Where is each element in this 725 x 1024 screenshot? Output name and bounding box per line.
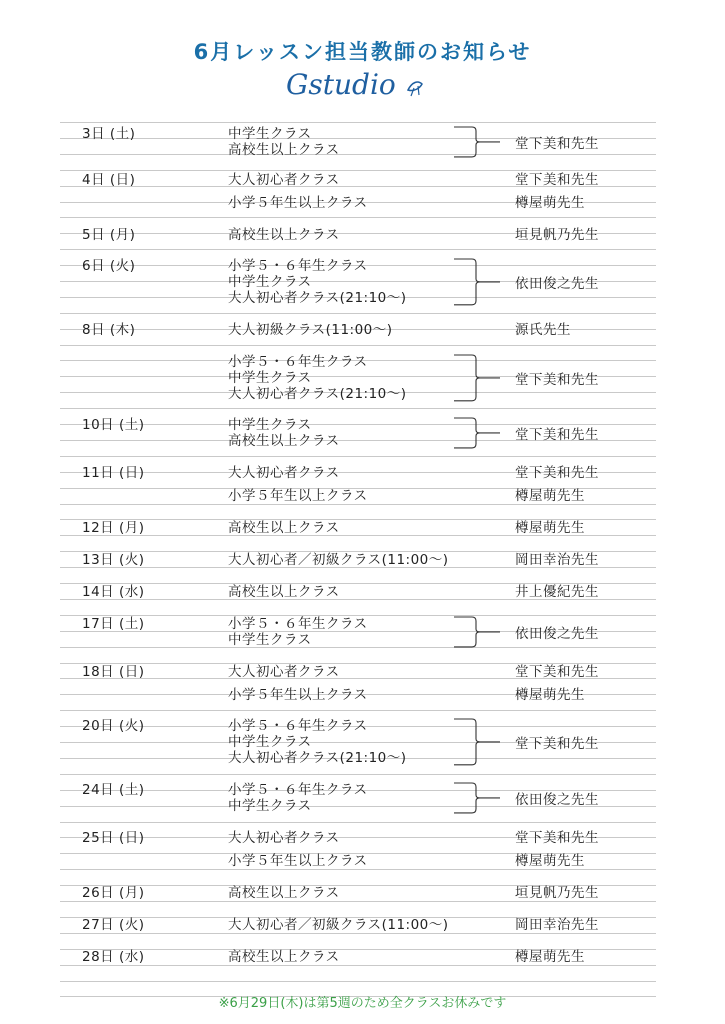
schedule-date: 28日 (水): [82, 949, 145, 965]
teacher-name: 堂下美和先生: [515, 465, 599, 481]
ruled-line: [60, 170, 656, 171]
pointe-shoe-icon: [404, 74, 428, 98]
teacher-name: 垣見帆乃先生: [515, 885, 599, 901]
closure-note: ※6月29日(木)は第5週のため全クラスお休みです: [218, 996, 507, 1011]
ruled-line: [60, 313, 656, 314]
class-name: 高校生以上クラス: [228, 949, 340, 965]
teacher-name: 樽屋萌先生: [515, 853, 585, 869]
teacher-name: 堂下美和先生: [515, 735, 599, 752]
class-name: 大人初心者クラス(21:10～): [228, 385, 407, 402]
teacher-name: 依田俊之先生: [515, 791, 599, 808]
ruled-line: [60, 122, 656, 123]
class-name: 高校生以上クラス: [228, 584, 340, 600]
ruled-line: [60, 647, 656, 648]
ruled-line: [60, 456, 656, 457]
schedule-date: 10日 (土): [82, 417, 145, 433]
schedule-date: 13日 (火): [82, 552, 145, 568]
class-name: 高校生以上クラス: [228, 520, 340, 536]
class-name: 中学生クラス: [228, 417, 312, 433]
ruled-line: [60, 822, 656, 823]
ruled-line: [60, 249, 656, 250]
ruled-line: [60, 981, 656, 982]
schedule-date: 24日 (土): [82, 782, 145, 798]
teacher-name: 岡田幸治先生: [515, 552, 599, 568]
class-name: 小学５年生以上クラス: [228, 488, 368, 504]
schedule-date: 17日 (土): [82, 616, 145, 632]
class-name: 小学５・６年生クラス: [228, 258, 368, 274]
class-name: 中学生クラス: [228, 369, 312, 386]
ruled-line: [60, 345, 656, 346]
schedule-date: 4日 (日): [82, 172, 136, 188]
teacher-name: 依田俊之先生: [515, 275, 599, 292]
teacher-name: 樽屋萌先生: [515, 949, 585, 965]
schedule-date: 3日 (土): [82, 126, 136, 142]
schedule-date: 12日 (月): [82, 520, 145, 536]
class-name: 大人初心者／初級クラス(11:00～): [228, 552, 449, 568]
ruled-line: [60, 965, 656, 966]
teacher-name: 堂下美和先生: [515, 426, 599, 443]
schedule-date: 11日 (日): [82, 465, 145, 481]
ruled-line: [60, 424, 656, 425]
bracket-icon: [452, 417, 502, 449]
teacher-name: 井上優紀先生: [515, 584, 599, 600]
teacher-name: 堂下美和先生: [515, 664, 599, 680]
class-name: 大人初心者クラス: [228, 465, 340, 481]
class-name: 中学生クラス: [228, 797, 312, 814]
schedule-date: 20日 (火): [82, 718, 145, 734]
bracket-icon: [452, 782, 502, 814]
schedule-date: 26日 (月): [82, 885, 145, 901]
class-name: 大人初心者クラス: [228, 830, 340, 846]
ruled-line: [60, 933, 656, 934]
class-name: 大人初心者クラス(21:10～): [228, 749, 407, 766]
bracket-icon: [452, 354, 502, 402]
ruled-line: [60, 217, 656, 218]
teacher-name: 樽屋萌先生: [515, 488, 585, 504]
ruled-line: [60, 154, 656, 155]
class-name: 小学５・６年生クラス: [228, 354, 368, 370]
class-name: 高校生以上クラス: [228, 432, 340, 449]
teacher-name: 樽屋萌先生: [515, 520, 585, 536]
logo-text: Gstudio: [286, 68, 396, 101]
teacher-name: 岡田幸治先生: [515, 917, 599, 933]
schedule-date: 25日 (日): [82, 830, 145, 846]
class-name: 高校生以上クラス: [228, 227, 340, 243]
bracket-icon: [452, 616, 502, 648]
ruled-line: [60, 774, 656, 775]
class-name: 大人初心者クラス: [228, 172, 340, 188]
class-name: 小学５年生以上クラス: [228, 195, 368, 211]
ruled-line: [60, 869, 656, 870]
ruled-line: [60, 408, 656, 409]
ruled-line: [60, 504, 656, 505]
class-name: 中学生クラス: [228, 631, 312, 648]
teacher-name: 源氏先生: [515, 322, 571, 338]
teacher-name: 垣見帆乃先生: [515, 227, 599, 243]
class-name: 中学生クラス: [228, 733, 312, 750]
schedule-date: 27日 (火): [82, 917, 145, 933]
bracket-icon: [452, 718, 502, 766]
teacher-name: 堂下美和先生: [515, 135, 599, 152]
teacher-name: 依田俊之先生: [515, 625, 599, 642]
class-name: 小学５・６年生クラス: [228, 718, 368, 734]
class-name: 小学５年生以上クラス: [228, 687, 368, 703]
teacher-name: 樽屋萌先生: [515, 195, 585, 211]
schedule-date: 8日 (木): [82, 322, 136, 338]
class-name: 小学５年生以上クラス: [228, 853, 368, 869]
class-name: 中学生クラス: [228, 273, 312, 290]
page-title: 6月レッスン担当教師のお知らせ: [193, 40, 532, 64]
class-name: 大人初心者クラス: [228, 664, 340, 680]
teacher-name: 樽屋萌先生: [515, 687, 585, 703]
class-name: 大人初級クラス(11:00～): [228, 322, 393, 338]
bracket-icon: [452, 258, 502, 306]
schedule-date: 14日 (水): [82, 584, 145, 600]
schedule-date: 18日 (日): [82, 664, 145, 680]
ruled-line: [60, 710, 656, 711]
class-name: 大人初心者クラス(21:10～): [228, 289, 407, 306]
class-name: 大人初心者／初級クラス(11:00～): [228, 917, 449, 933]
class-name: 高校生以上クラス: [228, 141, 340, 158]
schedule-date: 5日 (月): [82, 227, 136, 243]
teacher-name: 堂下美和先生: [515, 172, 599, 188]
teacher-name: 堂下美和先生: [515, 830, 599, 846]
class-name: 中学生クラス: [228, 126, 312, 142]
bracket-icon: [452, 126, 502, 158]
class-name: 高校生以上クラス: [228, 885, 340, 901]
ruled-line: [60, 901, 656, 902]
studio-logo: [286, 68, 436, 104]
teacher-name: 堂下美和先生: [515, 371, 599, 388]
class-name: 小学５・６年生クラス: [228, 782, 368, 798]
schedule-date: 6日 (火): [82, 258, 136, 274]
class-name: 小学５・６年生クラス: [228, 616, 368, 632]
